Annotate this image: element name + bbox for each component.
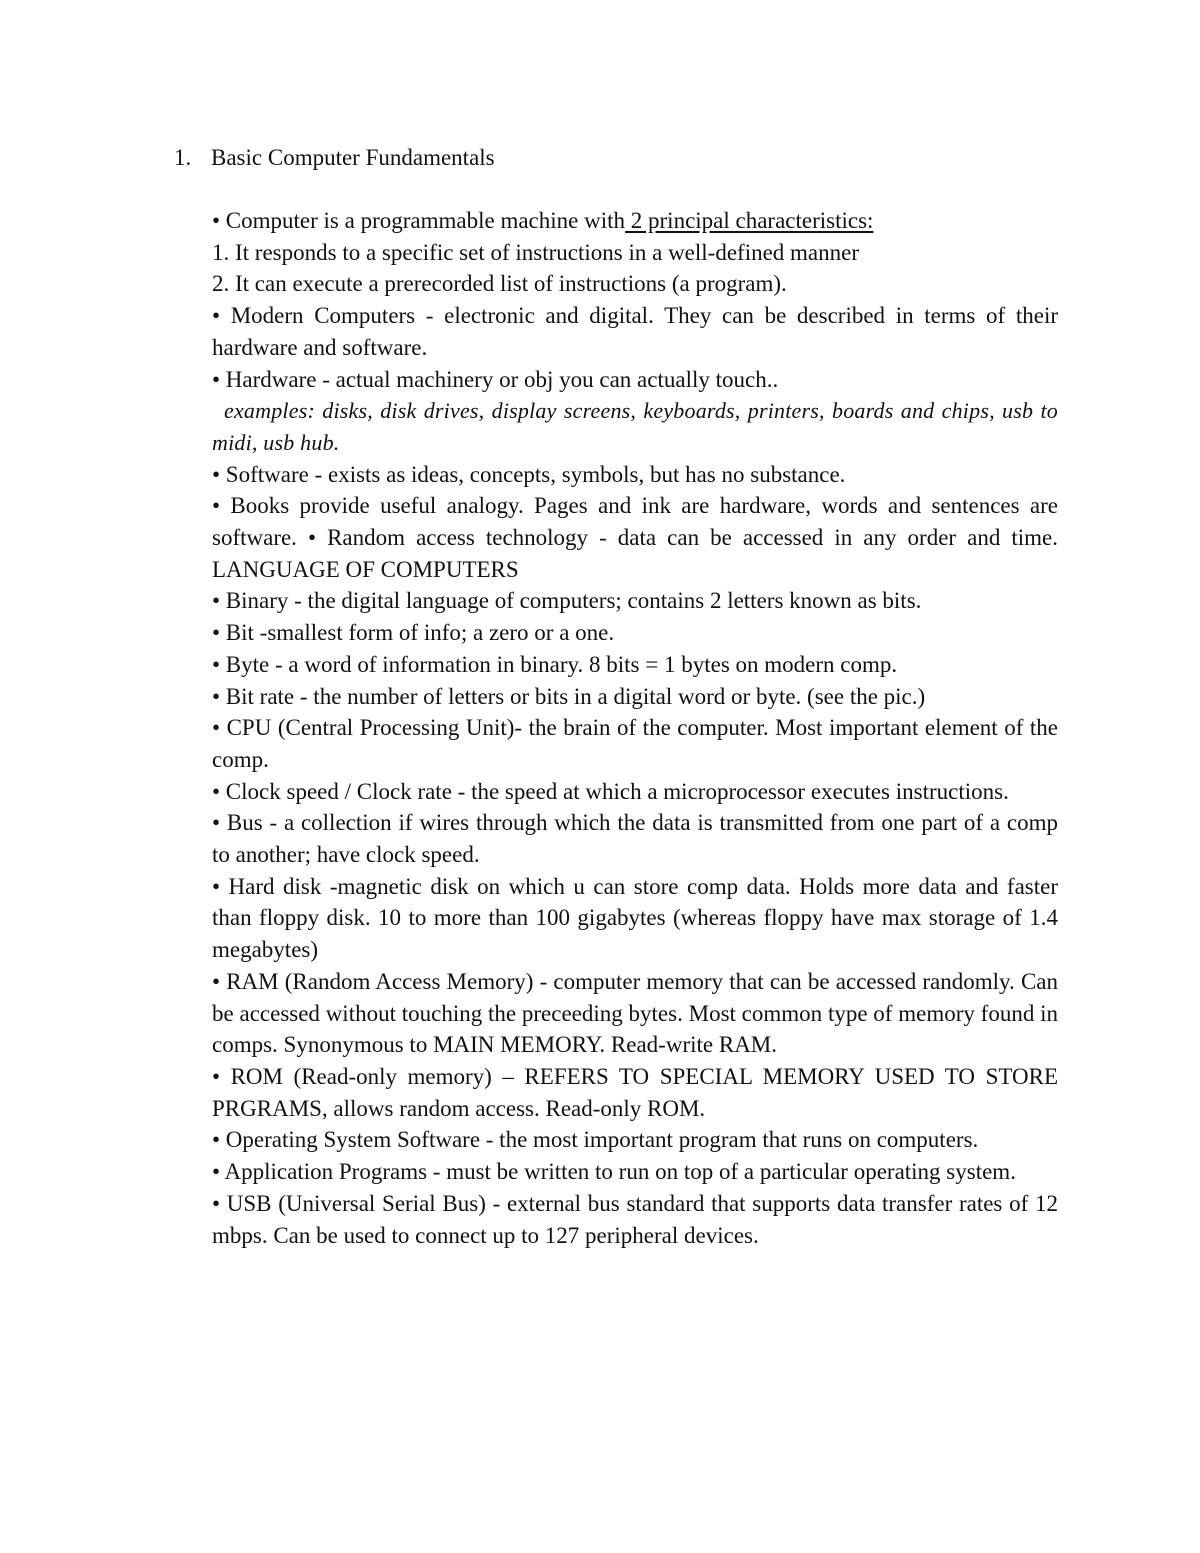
paragraph-ram: • RAM (Random Access Memory) - computer memory that can be accessed randomly. Can be accessed without touching the preceeding bytes. Most common type of memory found in comps. Synonymous to MAIN MEMORY. Read-write RAM. [212,968,1058,1058]
paragraph-books-analogy: • Books provide useful analogy. Pages and ink are hardware, words and sentences are software. • Random access technology - data can be accessed in any order and time. LANGUAGE OF COMPUTERS [212,493,1058,582]
hardware-examples-text: examples: disks, disk drives, display screens, keyboards, printers, boards and chips, usb to midi, usb hub. [212,398,1058,455]
paragraph-characteristic-2: 2. It can execute a prerecorded list of instructions (a program). [212,271,787,297]
paragraph-modern-computers: • Modern Computers - electronic and digital. They can be described in terms of their hardware and software. [212,303,1058,360]
paragraph-byte: • Byte - a word of information in binary. 8 bits = 1 bytes on modern comp. [212,651,898,677]
paragraph-bus: • Bus - a collection if wires through which the data is transmitted from one part of a comp to another; have clock speed. [212,810,1058,868]
paragraph-binary: • Binary - the digital language of computers; contains 2 letters known as bits. [212,588,922,614]
paragraph-application-programs: • Application Programs - must be written to run on top of a particular operating system. [212,1159,1016,1185]
section-title: Basic Computer Fundamentals [211,145,495,170]
section-heading [174,142,495,174]
principal-characteristics-underlined: 2 principal characteristics: [625,208,874,233]
paragraph-hardware-examples [212,395,1058,458]
paragraph-characteristic-1: 1. It responds to a specific set of instructions in a well-defined manner [212,239,860,265]
paragraph-rom: • ROM (Read-only memory) – REFERS TO SPECIAL MEMORY USED TO STORE PRGRAMS, allows random access. Read-only ROM. [212,1063,1058,1121]
paragraph-bit: • Bit -smallest form of info; a zero or a one. [212,620,615,646]
section-number: 1. [174,145,192,170]
paragraph-software: • Software - exists as ideas, concepts, symbols, but has no substance. [212,461,846,487]
document-body [212,205,1058,1251]
paragraph-hard-disk: • Hard disk -magnetic disk on which u can store comp data. Holds more data and faster than floppy disk. 10 to more than 100 gigabytes (whereas floppy have max storage of 1.4 megabytes) [212,873,1058,963]
computer-definition-text: • Computer is a programmable machine with [212,208,626,233]
paragraph-bit-rate: • Bit rate - the number of letters or bits in a digital word or byte. (see the pic.) [212,683,926,709]
paragraph-computer-definition [212,205,1058,237]
paragraph-clock-speed: • Clock speed / Clock rate - the speed at which a microprocessor executes instructions. [212,778,1009,804]
paragraph-hardware: • Hardware - actual machinery or obj you can actually touch.. [212,366,779,392]
paragraph-operating-system: • Operating System Software - the most important program that runs on computers. [212,1127,979,1153]
paragraph-cpu: • CPU (Central Processing Unit)- the brain of the computer. Most important element of the comp. [212,715,1058,772]
paragraph-usb: • USB (Universal Serial Bus) - external bus standard that supports data transfer rates of 12 mbps. Can be used to connect up to 127 peripheral devices. [212,1190,1058,1248]
